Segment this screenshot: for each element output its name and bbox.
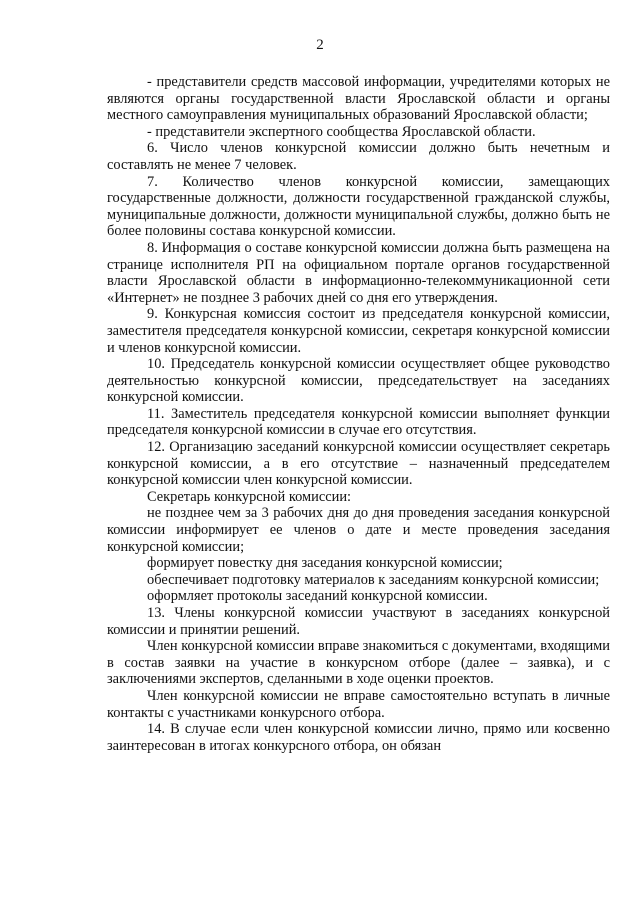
paragraph: Член конкурсной комиссии вправе знакомиться с документами, входящими в состав заявки на участие в конкурсном отборе (далее – заявка), и с заключениями экспертов, сделанными в ходе оценки проектов. — [107, 638, 610, 688]
paragraph: оформляет протоколы заседаний конкурсной комиссии. — [147, 588, 488, 605]
paragraph: - представители средств массовой информации, учредителями которых не являются органы государственной власти Ярославской области и органы местного самоуправления муниципальных образований Ярославской области; — [107, 74, 610, 124]
paragraph: Член конкурсной комиссии не вправе самостоятельно вступать в личные контакты с участниками конкурсного отбора. — [107, 687, 610, 721]
paragraph: Секретарь конкурсной комиссии: — [147, 488, 352, 505]
paragraph: 11. Заместитель председателя конкурсной комиссии выполняет функции председателя конкурсной комиссии в случае его отсутствия. — [107, 405, 610, 439]
paragraph: 8. Информация о составе конкурсной комиссии должна быть размещена на странице исполнителя РП на официальном портале органов государственной власти Ярославской области в информационно-телекоммуникационной сети «Интернет» не позднее 3 рабочих дней со дня его утверждения. — [107, 239, 610, 306]
page-number: 2 — [316, 37, 324, 53]
paragraph: 6. Число членов конкурсной комиссии должно быть нечетным и составлять не менее 7 человек. — [107, 140, 610, 173]
paragraph: не позднее чем за 3 рабочих дня до дня проведения заседания конкурсной комиссии информирует ее членов о дате и месте проведения заседания конкурсной комиссии; — [107, 505, 610, 555]
paragraph: 12. Организацию заседаний конкурсной комиссии осуществляет секретарь конкурсной комиссии, а в его отсутствие – назначенный председателем конкурсной комиссии член конкурсной комиссии. — [107, 439, 610, 489]
paragraph: обеспечивает подготовку материалов к заседаниям конкурсной комиссии; — [147, 571, 600, 588]
paragraph: 10. Председатель конкурсной комиссии осуществляет общее руководство деятельностью конкурсной комиссии, председательствует на заседаниях конкурсной комиссии. — [107, 356, 610, 406]
paragraph: - представители экспертного сообщества Ярославской области. — [147, 123, 536, 140]
paragraph: 9. Конкурсная комиссия состоит из председателя конкурсной комиссии, заместителя председателя конкурсной комиссии, секретаря конкурсной комиссии и членов конкурсной комиссии. — [107, 306, 610, 356]
paragraph: 13. Члены конкурсной комиссии участвуют в заседаниях конкурсной комиссии и принятии решений. — [107, 605, 610, 638]
paragraph: 7. Количество членов конкурсной комиссии, замещающих государственные должности, должности государственной гражданской службы, муниципальные должности, должности муниципальной службы, должно быть не более половины состава конкурсной комиссии. — [107, 173, 610, 240]
paragraph: формирует повестку дня заседания конкурсной комиссии; — [147, 555, 503, 572]
document-body — [107, 74, 610, 754]
paragraph: 14. В случае если член конкурсной комиссии лично, прямо или косвенно заинтересован в итогах конкурсного отбора, он обязан — [107, 721, 610, 754]
